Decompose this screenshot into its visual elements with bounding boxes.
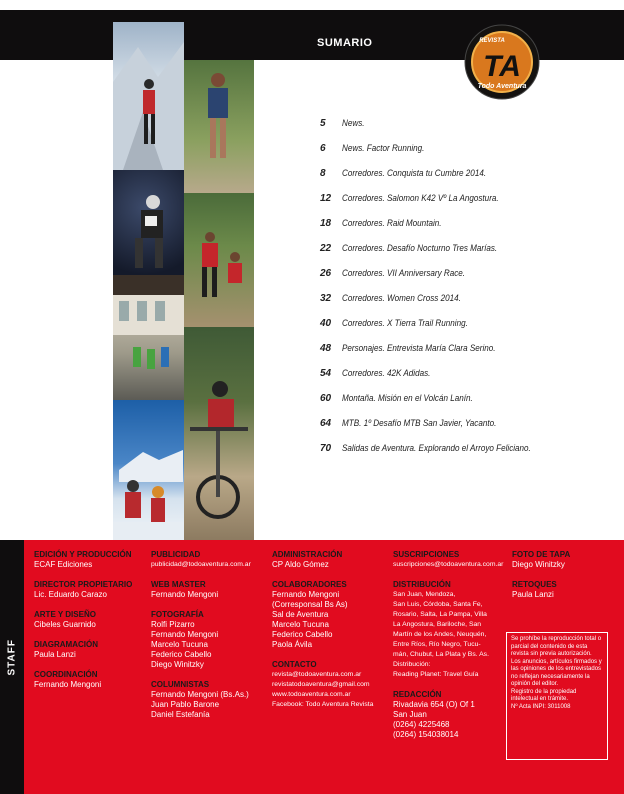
staff-text: Paula Lanzi: [512, 590, 554, 599]
photo-trail-runners: [184, 193, 254, 327]
staff-text: Juan Pablo Barone: [151, 700, 220, 709]
staff-text: Rosario, Salta, La Pampa, Villa: [393, 611, 487, 618]
toc-page: 64: [320, 418, 332, 429]
toc-title: Corredores. 42K Adidas.: [342, 368, 431, 378]
notice-text: Nº Acta INPI: 3011008: [511, 703, 571, 710]
contact-email[interactable]: revistatodoaventura@gmail.com: [272, 681, 370, 688]
staff-column-4: [393, 550, 503, 743]
toc-page: 32: [320, 293, 332, 304]
toc-title: Corredores. Conquista tu Cumbre 2014.: [342, 168, 487, 178]
staff-text: (0264) 154038014: [393, 730, 459, 739]
notice-text: Se prohíbe la reproducción total o parcial del contenido de esta revista sin previa autorización.: [511, 636, 602, 657]
staff-text: Fernando Mengoni: [151, 630, 219, 639]
staff-heading: WEB MASTER: [151, 580, 206, 589]
contact-facebook[interactable]: Facebook: Todo Aventura Revista: [272, 701, 374, 708]
toc-page: 40: [320, 318, 332, 329]
staff-text: Cibeles Guarnido: [34, 620, 96, 629]
page-title: SUMARIO: [317, 37, 373, 49]
staff-text: Fernando Mengoni: [34, 680, 102, 689]
toc-page: 26: [320, 268, 332, 279]
toc-title: Corredores. Salomon K42 Vº La Angostura.: [342, 193, 499, 203]
staff-text: Fernando Mengoni (Bs.As.): [151, 690, 249, 699]
staff-heading: ARTE Y DISEÑO: [34, 610, 96, 619]
toc-title: Corredores. VII Anniversary Race.: [342, 268, 466, 278]
staff-text: Paola Ávila: [272, 640, 313, 649]
notice-text: Registro de la propiedad intelectual en trámite.: [511, 688, 577, 702]
toc-title: News.: [342, 118, 365, 128]
logo-subtitle: Todo Aventura: [477, 83, 527, 90]
staff-heading: COORDINACIÓN: [34, 670, 98, 679]
staff-text: Marcelo Tucuna: [272, 620, 329, 629]
staff-text: (0264) 4225468: [393, 720, 450, 729]
photo-snow-climber: [113, 22, 184, 170]
staff-text: San Juan, Mendoza,: [393, 591, 456, 598]
photo-race-street: [113, 295, 184, 400]
staff-heading: DIRECTOR PROPIETARIO: [34, 580, 133, 589]
staff-heading: FOTOGRAFÍA: [151, 610, 204, 619]
staff-heading: RETOQUES: [512, 580, 557, 589]
staff-text: Reading Planet: Travel Guía: [393, 671, 479, 678]
toc-page: 12: [320, 193, 332, 204]
toc-page: 60: [320, 393, 332, 404]
staff-text: Paula Lanzi: [34, 650, 76, 659]
staff-text: (Corresponsal Bs As): [272, 600, 348, 609]
staff-text: Federico Cabello: [272, 630, 333, 639]
staff-heading: ADMINISTRACIÓN: [272, 550, 343, 559]
photo-woman-runner: [184, 60, 254, 193]
photo-volcano-climbers: [113, 400, 184, 541]
toc-page: 70: [320, 443, 332, 454]
staff-heading: CONTACTO: [272, 660, 317, 669]
staff-text: Lic. Eduardo Carazo: [34, 590, 107, 599]
staff-email[interactable]: suscripciones@todoaventura.com.ar: [393, 561, 504, 568]
toc-page: 22: [320, 243, 332, 254]
toc-page: 5: [320, 118, 326, 129]
toc-page: 8: [320, 168, 326, 179]
staff-heading: REDACCIÓN: [393, 690, 442, 699]
toc-title: Salidas de Aventura. Explorando el Arroyo Feliciano.: [342, 443, 531, 453]
logo-small-text: REVISTA: [479, 38, 505, 44]
staff-text: ECAF Ediciones: [34, 560, 93, 569]
staff-column-3: [272, 550, 388, 713]
staff-text: Sal de Aventura: [272, 610, 329, 619]
staff-column-5: [512, 550, 612, 603]
staff-text: Fernando Mengoni: [151, 590, 219, 599]
photo-collage: [113, 22, 254, 541]
contact-website[interactable]: www.todoaventura.com.ar: [272, 691, 351, 698]
staff-text: Distribución:: [393, 661, 431, 668]
staff-text: CP Aldo Gómez: [272, 560, 329, 569]
staff-heading: COLUMNISTAS: [151, 680, 210, 689]
staff-heading: SUSCRIPCIONES: [393, 550, 460, 559]
toc-page: 48: [320, 343, 332, 354]
staff-text: Diego Winitzky: [151, 660, 204, 669]
staff-column-1: [34, 550, 144, 693]
contact-email[interactable]: revista@todoaventura.com.ar: [272, 671, 362, 678]
staff-text: Rivadavia 654 (O) Of 1: [393, 700, 475, 709]
staff-text: Marcelo Tucuna: [151, 640, 208, 649]
toc-title: Personajes. Entrevista María Clara Serino.: [342, 343, 496, 353]
staff-column-2: [151, 550, 266, 723]
staff-heading: DISTRIBUCIÓN: [393, 580, 451, 589]
staff-label: STAFF: [6, 639, 18, 676]
toc-page: 54: [320, 368, 332, 379]
staff-heading: FOTO DE TAPA: [512, 550, 571, 559]
photo-mountain-biker: [184, 327, 254, 541]
logo-letters: TA: [483, 50, 521, 83]
toc-title: News. Factor Running.: [342, 143, 425, 153]
staff-heading: DIAGRAMACIÓN: [34, 640, 98, 649]
toc-title: Montaña. Misión en el Volcán Lanín.: [342, 393, 473, 403]
toc-title: Corredores. X Tierra Trail Running.: [342, 318, 468, 328]
toc-page: 18: [320, 218, 332, 229]
photo-night-runner: [113, 170, 184, 295]
staff-text: Martín de los Andes, Neuquén,: [393, 631, 487, 638]
toc-title: Corredores. Raid Mountain.: [342, 218, 442, 228]
toc-title: MTB. 1º Desafío MTB San Javier, Yacanto.: [342, 418, 497, 428]
staff-text: Federico Cabello: [151, 650, 212, 659]
staff-heading: COLABORADORES: [272, 580, 347, 589]
staff-text: mán, Chubut, La Plata y Bs. As.: [393, 651, 489, 658]
magazine-logo: [464, 24, 540, 100]
staff-text: Diego Winitzky: [512, 560, 565, 569]
toc-title: Corredores. Women Cross 2014.: [342, 293, 461, 303]
staff-text: Entre Ríos, Río Negro, Tucu-: [393, 641, 481, 648]
staff-heading: EDICIÓN Y PRODUCCIÓN: [34, 550, 132, 559]
staff-text: San Juan: [393, 710, 427, 719]
staff-heading: PUBLICIDAD: [151, 550, 201, 559]
notice-text: Los anuncios, artículos firmados y las opiniones de los entrevistados no reflejan necesariamente la opinión del editor.: [511, 658, 602, 687]
staff-text: Daniel Estefanía: [151, 710, 210, 719]
toc-page: 6: [320, 143, 326, 154]
staff-text: Fernando Mengoni: [272, 590, 340, 599]
staff-text: La Angostura, Bariloche, San: [393, 621, 482, 628]
legal-notice: [506, 632, 608, 760]
staff-text: Rolfi Pizarro: [151, 620, 195, 629]
staff-text: San Luis, Córdoba, Santa Fe,: [393, 601, 483, 608]
staff-email[interactable]: publicidad@todoaventura.com.ar: [151, 561, 251, 568]
toc-title: Corredores. Desafío Nocturno Tres Marías.: [342, 243, 498, 253]
